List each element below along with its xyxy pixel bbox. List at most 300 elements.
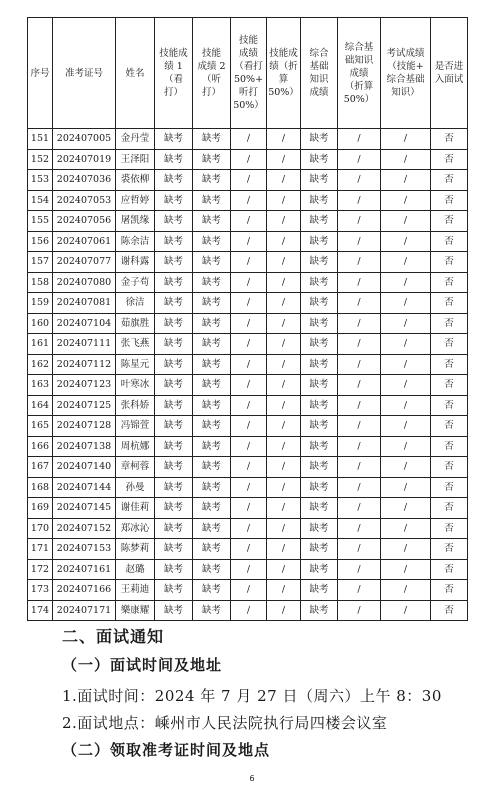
table-cell: 否 bbox=[431, 395, 468, 416]
table-cell: / bbox=[231, 190, 267, 211]
table-cell: 202407140 bbox=[53, 457, 116, 478]
table-cell: / bbox=[381, 600, 431, 621]
table-cell: / bbox=[381, 539, 431, 560]
table-cell: 缺考 bbox=[155, 375, 193, 396]
table-cell: 170 bbox=[28, 518, 53, 539]
table-cell: 否 bbox=[431, 293, 468, 314]
table-cell: 缺考 bbox=[155, 313, 193, 334]
table-cell: / bbox=[381, 457, 431, 478]
table-cell: / bbox=[381, 477, 431, 498]
table-cell: 否 bbox=[431, 600, 468, 621]
table-cell: 164 bbox=[28, 395, 53, 416]
table-cell: 否 bbox=[431, 149, 468, 170]
table-cell: 缺考 bbox=[155, 129, 193, 150]
table-cell: 缺考 bbox=[301, 190, 338, 211]
table-cell: / bbox=[267, 580, 301, 601]
table-cell: 202407019 bbox=[53, 149, 116, 170]
table-cell: / bbox=[267, 149, 301, 170]
table-cell: / bbox=[267, 170, 301, 191]
table-cell: 缺考 bbox=[155, 354, 193, 375]
table-cell: / bbox=[381, 334, 431, 355]
table-cell: / bbox=[381, 293, 431, 314]
table-cell: 应哲婷 bbox=[116, 190, 155, 211]
table-row bbox=[28, 129, 468, 150]
table-cell: / bbox=[267, 334, 301, 355]
table-cell: 缺考 bbox=[193, 457, 231, 478]
interview-location: 2.面试地点：嵊州市人民法院执行局四楼会议室 bbox=[62, 714, 388, 732]
table-cell: 缺考 bbox=[193, 416, 231, 437]
table-cell: 缺考 bbox=[193, 293, 231, 314]
table-cell: 160 bbox=[28, 313, 53, 334]
table-cell: 缺考 bbox=[155, 436, 193, 457]
table-cell: 缺考 bbox=[193, 477, 231, 498]
table-cell: / bbox=[381, 231, 431, 252]
table-cell: / bbox=[231, 252, 267, 273]
table-cell: / bbox=[338, 313, 381, 334]
table-cell: 否 bbox=[431, 457, 468, 478]
table-cell: 裘依柳 bbox=[116, 170, 155, 191]
column-header: 技能 成绩 （看打 50%+ 听打 50%） bbox=[231, 18, 267, 129]
table-cell: / bbox=[267, 436, 301, 457]
table-cell: 202407125 bbox=[53, 395, 116, 416]
table-cell: 缺考 bbox=[193, 395, 231, 416]
table-cell: 缺考 bbox=[301, 580, 338, 601]
table-cell: / bbox=[231, 395, 267, 416]
table-cell: 缺考 bbox=[301, 252, 338, 273]
table-cell: / bbox=[231, 170, 267, 191]
table-cell: 冯锦萱 bbox=[116, 416, 155, 437]
table-cell: / bbox=[231, 559, 267, 580]
table-cell: 陈余洁 bbox=[116, 231, 155, 252]
table-cell: 缺考 bbox=[301, 477, 338, 498]
table-cell: 缺考 bbox=[301, 498, 338, 519]
table-cell: 202407144 bbox=[53, 477, 116, 498]
table-cell: / bbox=[338, 149, 381, 170]
table-cell: 167 bbox=[28, 457, 53, 478]
table-cell: / bbox=[267, 416, 301, 437]
table-row bbox=[28, 252, 468, 273]
table-cell: 202407171 bbox=[53, 600, 116, 621]
table-cell: 202407153 bbox=[53, 539, 116, 560]
table-cell: 缺考 bbox=[301, 170, 338, 191]
table-row bbox=[28, 334, 468, 355]
table-cell: 缺考 bbox=[301, 518, 338, 539]
table-cell: 缺考 bbox=[193, 539, 231, 560]
table-cell: / bbox=[381, 190, 431, 211]
table-cell: 缺考 bbox=[301, 211, 338, 232]
table-cell: 陈星元 bbox=[116, 354, 155, 375]
table-cell: / bbox=[381, 149, 431, 170]
table-cell: 168 bbox=[28, 477, 53, 498]
table-row bbox=[28, 395, 468, 416]
table-cell: 缺考 bbox=[193, 231, 231, 252]
table-cell: 202407123 bbox=[53, 375, 116, 396]
table-cell: 叶寒冰 bbox=[116, 375, 155, 396]
table-cell: 否 bbox=[431, 559, 468, 580]
table-cell: / bbox=[231, 457, 267, 478]
table-cell: 202407056 bbox=[53, 211, 116, 232]
table-cell: / bbox=[267, 129, 301, 150]
table-row bbox=[28, 293, 468, 314]
table-cell: / bbox=[231, 231, 267, 252]
table-cell: 缺考 bbox=[301, 539, 338, 560]
table-cell: 缺考 bbox=[193, 129, 231, 150]
table-cell: 否 bbox=[431, 211, 468, 232]
table-cell: / bbox=[231, 600, 267, 621]
table-cell: 202407112 bbox=[53, 354, 116, 375]
table-cell: 张飞燕 bbox=[116, 334, 155, 355]
table-cell: 153 bbox=[28, 170, 53, 191]
table-cell: 茹旗胜 bbox=[116, 313, 155, 334]
table-cell: / bbox=[338, 477, 381, 498]
table-cell: 缺考 bbox=[193, 580, 231, 601]
table-cell: 202407061 bbox=[53, 231, 116, 252]
table-cell: 172 bbox=[28, 559, 53, 580]
table-cell: 缺考 bbox=[193, 211, 231, 232]
interview-time: 1.面试时间：2024 年 7 月 27 日（周六）上午 8：30 bbox=[62, 687, 442, 705]
table-cell: 166 bbox=[28, 436, 53, 457]
table-cell: 缺考 bbox=[155, 293, 193, 314]
table-cell: / bbox=[338, 211, 381, 232]
table-cell: 156 bbox=[28, 231, 53, 252]
table-cell: / bbox=[338, 375, 381, 396]
table-cell: 缺考 bbox=[193, 559, 231, 580]
table-cell: / bbox=[267, 477, 301, 498]
table-cell: 缺考 bbox=[193, 272, 231, 293]
table-cell: 徐洁 bbox=[116, 293, 155, 314]
table-cell: 缺考 bbox=[155, 457, 193, 478]
table-body bbox=[28, 129, 468, 621]
table-cell: / bbox=[231, 580, 267, 601]
table-cell: 否 bbox=[431, 354, 468, 375]
table-cell: / bbox=[381, 354, 431, 375]
table-cell: 缺考 bbox=[193, 600, 231, 621]
table-cell: / bbox=[338, 436, 381, 457]
table-cell: 孙曼 bbox=[116, 477, 155, 498]
table-cell: / bbox=[267, 231, 301, 252]
table-row bbox=[28, 272, 468, 293]
table-cell: 王泽阳 bbox=[116, 149, 155, 170]
table-cell: 缺考 bbox=[301, 354, 338, 375]
table-cell: / bbox=[338, 395, 381, 416]
table-cell: 202407077 bbox=[53, 252, 116, 273]
table-cell: 缺考 bbox=[301, 231, 338, 252]
table-row bbox=[28, 436, 468, 457]
table-cell: 缺考 bbox=[155, 211, 193, 232]
table-cell: / bbox=[338, 293, 381, 314]
table-cell: / bbox=[267, 559, 301, 580]
table-cell: 缺考 bbox=[193, 375, 231, 396]
table-cell: 缺考 bbox=[193, 354, 231, 375]
table-cell: / bbox=[338, 252, 381, 273]
table-row bbox=[28, 149, 468, 170]
table-cell: 陈梦莉 bbox=[116, 539, 155, 560]
table-cell: / bbox=[381, 498, 431, 519]
table-cell: 否 bbox=[431, 334, 468, 355]
table-cell: 缺考 bbox=[193, 149, 231, 170]
table-cell: / bbox=[267, 395, 301, 416]
table-cell: 缺考 bbox=[155, 498, 193, 519]
table-cell: 屠凯缘 bbox=[116, 211, 155, 232]
table-cell: / bbox=[267, 190, 301, 211]
table-cell: / bbox=[267, 539, 301, 560]
table-row bbox=[28, 518, 468, 539]
column-header: 序号 bbox=[28, 18, 53, 129]
table-cell: / bbox=[231, 354, 267, 375]
table-cell: 缺考 bbox=[193, 436, 231, 457]
table-cell: 151 bbox=[28, 129, 53, 150]
table-cell: 缺考 bbox=[301, 272, 338, 293]
column-header: 技能成 绩（折 算 50%） bbox=[267, 18, 301, 129]
table-cell: / bbox=[381, 313, 431, 334]
column-header: 综合 基础 知识 成绩 bbox=[301, 18, 338, 129]
table-cell: / bbox=[267, 498, 301, 519]
table-cell: 202407081 bbox=[53, 293, 116, 314]
table-cell: 否 bbox=[431, 252, 468, 273]
table-cell: 162 bbox=[28, 354, 53, 375]
table-cell: / bbox=[231, 129, 267, 150]
table-cell: 缺考 bbox=[301, 293, 338, 314]
table-cell: 缺考 bbox=[155, 600, 193, 621]
table-cell: / bbox=[338, 518, 381, 539]
table-cell: 202407080 bbox=[53, 272, 116, 293]
score-table bbox=[27, 17, 468, 621]
table-cell: / bbox=[381, 580, 431, 601]
table-cell: / bbox=[381, 436, 431, 457]
table-cell: 王莉迪 bbox=[116, 580, 155, 601]
table-cell: 否 bbox=[431, 518, 468, 539]
column-header: 技能成 绩 1 （看 打） bbox=[155, 18, 193, 129]
table-cell: / bbox=[267, 518, 301, 539]
table-cell: / bbox=[381, 416, 431, 437]
table-cell: 缺考 bbox=[193, 498, 231, 519]
table-cell: 154 bbox=[28, 190, 53, 211]
table-cell: / bbox=[338, 416, 381, 437]
table-row bbox=[28, 190, 468, 211]
table-row bbox=[28, 313, 468, 334]
table-cell: 缺考 bbox=[155, 231, 193, 252]
table-cell: 174 bbox=[28, 600, 53, 621]
table-cell: / bbox=[267, 293, 301, 314]
table-cell: 202407161 bbox=[53, 559, 116, 580]
table-cell: 缺考 bbox=[155, 395, 193, 416]
table-cell: 樂康耀 bbox=[116, 600, 155, 621]
table-cell: 165 bbox=[28, 416, 53, 437]
table-cell: / bbox=[381, 252, 431, 273]
table-cell: 否 bbox=[431, 580, 468, 601]
table-cell: 202407138 bbox=[53, 436, 116, 457]
table-cell: 202407111 bbox=[53, 334, 116, 355]
table-cell: / bbox=[338, 190, 381, 211]
table-cell: 缺考 bbox=[301, 313, 338, 334]
table-cell: / bbox=[381, 272, 431, 293]
table-cell: / bbox=[267, 375, 301, 396]
subsection-title-admission-ticket: （二）领取准考证时间及地点 bbox=[62, 741, 271, 759]
table-cell: 202407005 bbox=[53, 129, 116, 150]
table-cell: 202407128 bbox=[53, 416, 116, 437]
table-cell: 否 bbox=[431, 190, 468, 211]
table-cell: / bbox=[338, 600, 381, 621]
table-cell: 缺考 bbox=[155, 170, 193, 191]
column-header: 综合基 础知识 成绩 （折算 50%） bbox=[338, 18, 381, 129]
table-row bbox=[28, 477, 468, 498]
subsection-title-time-place: （一）面试时间及地址 bbox=[62, 656, 223, 674]
table-cell: / bbox=[338, 498, 381, 519]
table-cell: 否 bbox=[431, 416, 468, 437]
table-cell: 郑冰沁 bbox=[116, 518, 155, 539]
table-header-row bbox=[28, 18, 468, 129]
table-cell: 202407152 bbox=[53, 518, 116, 539]
table-cell: 缺考 bbox=[155, 539, 193, 560]
table-cell: 缺考 bbox=[155, 477, 193, 498]
table-cell: / bbox=[231, 149, 267, 170]
table-row bbox=[28, 539, 468, 560]
table-cell: / bbox=[231, 477, 267, 498]
table-cell: 缺考 bbox=[301, 129, 338, 150]
table-cell: 缺考 bbox=[301, 559, 338, 580]
table-row bbox=[28, 416, 468, 437]
table-cell: / bbox=[267, 252, 301, 273]
table-cell: 157 bbox=[28, 252, 53, 273]
table-cell: 158 bbox=[28, 272, 53, 293]
table-cell: / bbox=[231, 498, 267, 519]
table-row bbox=[28, 559, 468, 580]
table-row bbox=[28, 211, 468, 232]
table-cell: 否 bbox=[431, 539, 468, 560]
table-cell: 缺考 bbox=[301, 416, 338, 437]
table-cell: 缺考 bbox=[155, 518, 193, 539]
table-cell: 金丹莹 bbox=[116, 129, 155, 150]
table-cell: 缺考 bbox=[155, 416, 193, 437]
section-title: 二、面试通知 bbox=[62, 627, 165, 646]
table-cell: / bbox=[381, 211, 431, 232]
table-cell: 谢佳莉 bbox=[116, 498, 155, 519]
table-cell: 缺考 bbox=[193, 170, 231, 191]
table-cell: / bbox=[338, 354, 381, 375]
table-cell: 161 bbox=[28, 334, 53, 355]
table-row bbox=[28, 457, 468, 478]
table-cell: 否 bbox=[431, 231, 468, 252]
table-cell: / bbox=[231, 539, 267, 560]
table-cell: 缺考 bbox=[193, 518, 231, 539]
table-cell: 否 bbox=[431, 272, 468, 293]
table-row bbox=[28, 375, 468, 396]
table-cell: 缺考 bbox=[301, 436, 338, 457]
table-cell: 163 bbox=[28, 375, 53, 396]
table-cell: 缺考 bbox=[301, 457, 338, 478]
table-cell: / bbox=[267, 313, 301, 334]
table-cell: 202407104 bbox=[53, 313, 116, 334]
table-cell: / bbox=[381, 129, 431, 150]
table-cell: 否 bbox=[431, 375, 468, 396]
table-row bbox=[28, 580, 468, 601]
table-cell: 155 bbox=[28, 211, 53, 232]
table-cell: 章柯蓉 bbox=[116, 457, 155, 478]
table-cell: / bbox=[338, 580, 381, 601]
table-cell: 缺考 bbox=[301, 600, 338, 621]
table-cell: / bbox=[267, 457, 301, 478]
table-cell: / bbox=[231, 518, 267, 539]
table-cell: 缺考 bbox=[155, 149, 193, 170]
table-cell: / bbox=[338, 539, 381, 560]
table-cell: 缺考 bbox=[193, 313, 231, 334]
table-cell: / bbox=[231, 293, 267, 314]
table-cell: 缺考 bbox=[155, 580, 193, 601]
table-cell: 否 bbox=[431, 498, 468, 519]
table-row bbox=[28, 170, 468, 191]
table-cell: 173 bbox=[28, 580, 53, 601]
table-cell: 缺考 bbox=[301, 375, 338, 396]
table-cell: 否 bbox=[431, 129, 468, 150]
table-cell: / bbox=[231, 416, 267, 437]
table-cell: / bbox=[231, 334, 267, 355]
column-header: 技能 成绩 2 （听 打） bbox=[193, 18, 231, 129]
table-cell: 202407145 bbox=[53, 498, 116, 519]
table-cell: / bbox=[338, 334, 381, 355]
table-row bbox=[28, 600, 468, 621]
table-cell: 202407053 bbox=[53, 190, 116, 211]
table-cell: / bbox=[231, 313, 267, 334]
table-cell: 金子苟 bbox=[116, 272, 155, 293]
table-cell: 缺考 bbox=[193, 252, 231, 273]
table-cell: / bbox=[267, 354, 301, 375]
table-cell: / bbox=[267, 600, 301, 621]
table-cell: / bbox=[338, 231, 381, 252]
table-cell: 否 bbox=[431, 477, 468, 498]
table-cell: 缺考 bbox=[155, 252, 193, 273]
table-cell: 缺考 bbox=[301, 149, 338, 170]
table-cell: / bbox=[267, 211, 301, 232]
table-cell: 152 bbox=[28, 149, 53, 170]
table-cell: / bbox=[338, 129, 381, 150]
table-cell: / bbox=[381, 559, 431, 580]
column-header: 是否进 入面试 bbox=[431, 18, 468, 129]
table-cell: 缺考 bbox=[155, 272, 193, 293]
table-cell: / bbox=[231, 375, 267, 396]
table-cell: 171 bbox=[28, 539, 53, 560]
table-cell: 否 bbox=[431, 313, 468, 334]
table-cell: / bbox=[381, 170, 431, 191]
table-cell: 缺考 bbox=[155, 190, 193, 211]
table-cell: / bbox=[267, 272, 301, 293]
table-row bbox=[28, 498, 468, 519]
table-cell: 谢科露 bbox=[116, 252, 155, 273]
table-cell: 否 bbox=[431, 170, 468, 191]
table-cell: / bbox=[231, 436, 267, 457]
table-cell: 缺考 bbox=[155, 559, 193, 580]
table-cell: 周杭娜 bbox=[116, 436, 155, 457]
column-header: 姓名 bbox=[116, 18, 155, 129]
table-cell: / bbox=[231, 272, 267, 293]
table-cell: 张科娇 bbox=[116, 395, 155, 416]
table-cell: 159 bbox=[28, 293, 53, 314]
column-header: 准考证号 bbox=[53, 18, 116, 129]
page-number: 6 bbox=[249, 774, 255, 783]
table-cell: 202407036 bbox=[53, 170, 116, 191]
table-cell: / bbox=[338, 559, 381, 580]
table-cell: 缺考 bbox=[301, 334, 338, 355]
table-cell: / bbox=[338, 170, 381, 191]
table-cell: 202407166 bbox=[53, 580, 116, 601]
table-row bbox=[28, 354, 468, 375]
column-header: 考试成绩 （技能+ 综合基础 知识） bbox=[381, 18, 431, 129]
table-cell: 缺考 bbox=[301, 395, 338, 416]
table-cell: / bbox=[381, 375, 431, 396]
table-cell: / bbox=[381, 518, 431, 539]
table-cell: 缺考 bbox=[193, 334, 231, 355]
table-cell: 否 bbox=[431, 436, 468, 457]
table-cell: 169 bbox=[28, 498, 53, 519]
